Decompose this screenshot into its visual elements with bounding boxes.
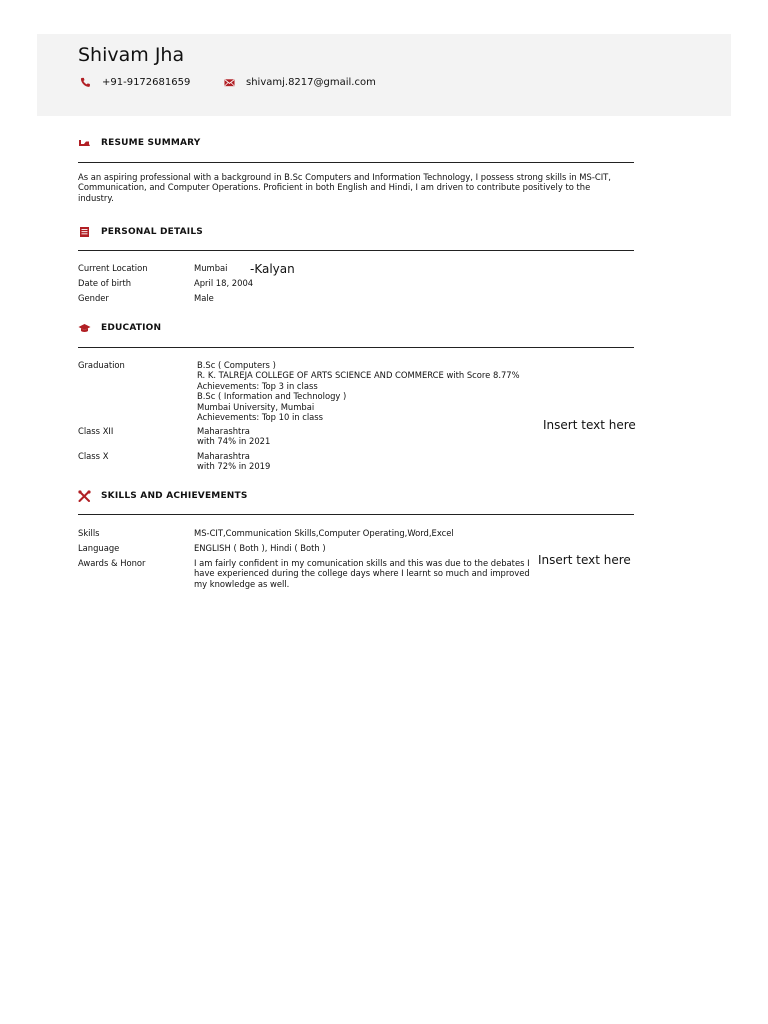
location-label: Current Location (78, 263, 148, 273)
insert-text-placeholder[interactable]: Insert text here (538, 553, 631, 567)
divider (78, 162, 634, 163)
awards-value (194, 558, 530, 589)
education-line: Achievements: Top 3 in class (197, 380, 318, 391)
education-line: Mumbai University, Mumbai (197, 401, 315, 412)
candidate-name: Shivam Jha (78, 44, 185, 66)
education-detail-class-x (197, 451, 270, 472)
skills-label: Skills (78, 528, 100, 538)
education-title-text: EDUCATION (101, 323, 162, 333)
location-extra: -Kalyan (250, 262, 295, 276)
gender-value: Male (194, 293, 214, 303)
tools-icon (78, 490, 91, 502)
education-label-graduation: Graduation (78, 360, 125, 370)
email-address: shivamj.8217@gmail.com (246, 77, 376, 88)
divider (78, 347, 634, 348)
awards-line: my knowledge as well. (194, 578, 290, 589)
awards-line: I am fairly confident in my comunication skills and this was due to the debates I (194, 558, 530, 568)
section-title-skills (78, 490, 248, 502)
insert-text-placeholder[interactable]: Insert text here (543, 418, 636, 432)
education-label-class-xii: Class XII (78, 426, 114, 436)
gender-label: Gender (78, 293, 109, 303)
section-title-education (78, 322, 161, 334)
mail-icon (224, 77, 235, 88)
section-title-personal (78, 226, 203, 238)
education-line: B.Sc ( Computers ) (197, 360, 276, 370)
skills-value: MS-CIT,Communication Skills,Computer Operating,Word,Excel (194, 528, 454, 538)
education-detail-graduation (197, 360, 520, 422)
summary-title-text: RESUME SUMMARY (101, 138, 201, 148)
education-label-class-x: Class X (78, 451, 109, 461)
personal-details-icon (78, 226, 91, 238)
education-line: with 72% in 2019 (197, 461, 271, 472)
personal-title-text: PERSONAL DETAILS (101, 227, 203, 237)
phone-number: +91-9172681659 (102, 77, 191, 88)
location-value: Mumbai (194, 263, 228, 273)
education-line: Achievements: Top 10 in class (197, 412, 324, 423)
awards-line: have experienced during the college days where I learnt so much and improved (194, 568, 530, 579)
summary-icon (78, 137, 91, 149)
section-title-summary (78, 137, 201, 149)
graduation-cap-icon (78, 322, 91, 334)
education-line: B.Sc ( Information and Technology ) (197, 391, 347, 402)
email-contact (224, 77, 376, 88)
phone-contact (80, 77, 190, 88)
dob-value: April 18, 2004 (194, 278, 254, 288)
education-line: R. K. TALREJA COLLEGE OF ARTS SCIENCE AND COMMERCE with Score 8.77% (197, 370, 520, 381)
awards-label: Awards & Honor (78, 558, 146, 568)
language-value: ENGLISH ( Both ), Hindi ( Both ) (194, 543, 326, 553)
education-detail-class-xii (197, 426, 270, 447)
divider (78, 514, 634, 515)
phone-icon (80, 77, 91, 88)
dob-label: Date of birth (78, 278, 132, 288)
education-line: with 74% in 2021 (197, 436, 271, 447)
skills-title-text: SKILLS AND ACHIEVEMENTS (101, 491, 248, 501)
divider (78, 250, 634, 251)
summary-text: As an aspiring professional with a background in B.Sc Computers and Information Technology, I possess strong skills in MS-CIT, Communication, and Computer Operations. Proficient in both English and Hindi, I am driven to contribute positively to the industry. (78, 172, 611, 203)
education-line: Maharashtra (197, 451, 250, 461)
language-label: Language (78, 543, 120, 553)
education-line: Maharashtra (197, 426, 250, 436)
resume-header (37, 34, 731, 116)
